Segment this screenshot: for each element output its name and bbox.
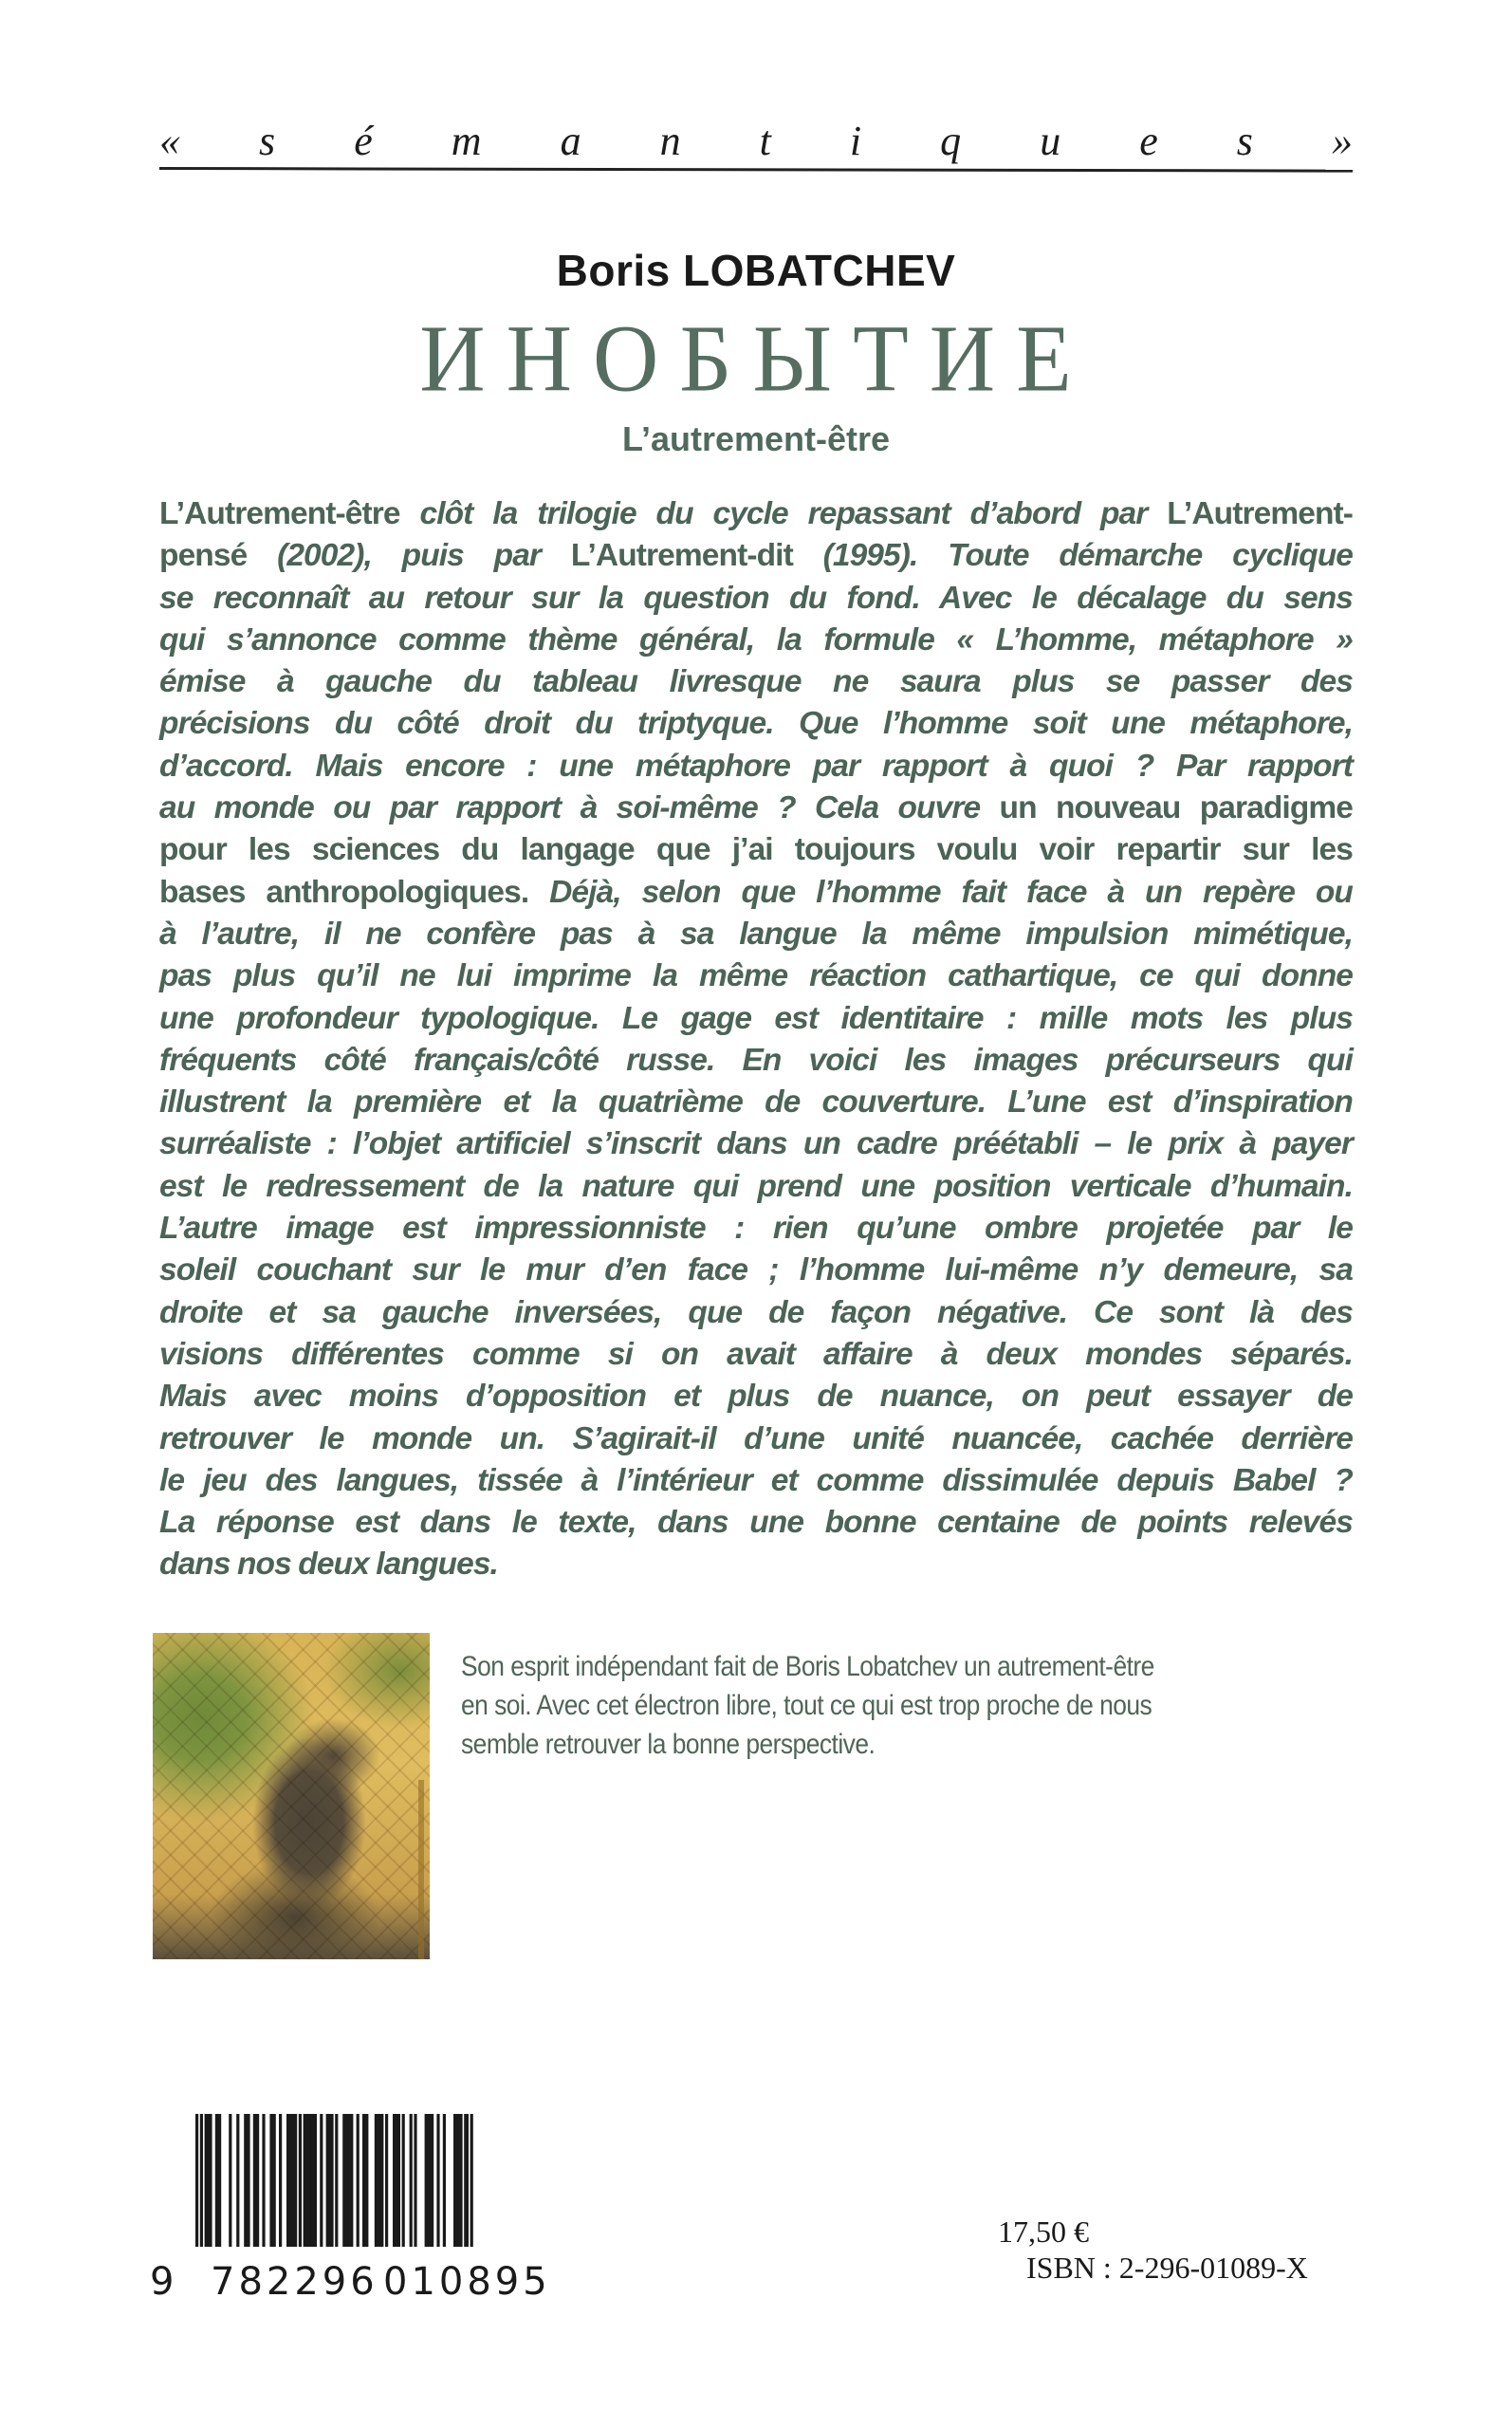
book-subtitle: L’autrement-être: [621, 419, 891, 458]
book-title-russian: ИНОБЫТИЕ: [419, 305, 1093, 412]
blurb-italic-text: Mais avec moins d’opposition et plus de nuance, on peut essayer de: [159, 1379, 1353, 1415]
blurb-line: [159, 578, 1353, 620]
blurb-italic-text: précisions du côté droit du triptyque. Que l’homme soit une métaphore,: [159, 706, 1353, 742]
blurb-italic-text: qui s’annonce comme thème général, la formule « L’homme, métaphore »: [159, 621, 1353, 658]
barcode-digit-first: 9: [150, 2260, 176, 2304]
blurb-italic-text: pas plus qu’il ne lui imprime la même réaction cathartique, ce qui donne: [159, 958, 1353, 994]
blurb-italic-text: La réponse est dans le texte, dans une bonne centaine de points relevés: [159, 1505, 1353, 1541]
blurb-italic-text: illustrent la première et la quatrième de couverture. L’une est d’inspiration: [159, 1084, 1353, 1121]
blurb-line: [159, 1460, 1353, 1502]
fence-post: [418, 1780, 424, 1959]
blurb-italic-text: le jeu des langues, tissée à l’intérieur et comme dissimulée depuis Babel ?: [159, 1462, 1353, 1498]
blurb-italic-text: (1995). Toute démarche cyclique: [822, 538, 1353, 574]
blurb-line: [159, 955, 1353, 997]
fence-texture: [153, 1633, 430, 1959]
blurb-line: [159, 493, 1353, 535]
blurb-roman-text: L’Autrement-dit: [570, 538, 823, 574]
back-cover-blurb: [159, 493, 1353, 1586]
blurb-line: [159, 703, 1353, 745]
series-header: [159, 112, 1353, 169]
blurb-italic-text: (2002), puis par: [277, 538, 571, 574]
blurb-italic-text: surréaliste : l’objet artificiel s’inscrit dans un cadre préétabli – le prix à payer: [159, 1126, 1353, 1162]
blurb-line: [159, 1082, 1353, 1123]
blurb-italic-text: se reconnaît au retour sur la question du fond. Avec le décalage du sens: [159, 580, 1353, 616]
blurb-italic-text: au monde ou par rapport à soi-même ? Cela ouvre: [159, 790, 1000, 826]
series-letter: s: [259, 117, 276, 164]
bio-line: en soi. Avec cet électron libre, tout ce qui est trop proche de nous: [461, 1690, 1152, 1721]
series-letter: t: [759, 117, 771, 164]
blurb-line: [159, 535, 1353, 577]
series-letter: »: [1331, 117, 1353, 164]
blurb-line: [159, 1376, 1353, 1418]
series-letter: q: [940, 117, 962, 164]
blurb-italic-text: visions différentes comme si on avait affaire à deux mondes séparés.: [159, 1336, 1353, 1372]
blurb-roman-text: L’Autrement-: [1167, 496, 1354, 531]
blurb-italic-text: clôt la trilogie du cycle repassant d’abord par: [419, 496, 1168, 531]
blurb-line: [159, 1040, 1353, 1082]
blurb-line: [159, 1166, 1353, 1208]
blurb-line: [159, 746, 1353, 788]
blurb-roman-text: pour les sciences du langage que j’ai toujours voulu voir repartir sur les: [159, 832, 1353, 868]
series-letter: m: [451, 117, 482, 164]
blurb-line: [159, 788, 1353, 829]
author-shadow-photo: [153, 1633, 430, 1959]
author-name: Boris LOBATCHEV: [556, 246, 956, 295]
bio-line: Son esprit indépendant fait de Boris Lobatchev un autrement-être: [461, 1651, 1154, 1682]
blurb-line: [159, 620, 1353, 661]
series-letter: u: [1040, 117, 1061, 164]
blurb-line: [159, 1418, 1353, 1460]
blurb-line: [159, 1123, 1353, 1165]
blurb-line: [159, 914, 1353, 955]
series-letter: «: [159, 117, 180, 164]
blurb-roman-text: L’Autrement-être: [159, 496, 420, 531]
barcode-digits-left: 782296: [211, 2260, 378, 2304]
blurb-italic-text: soleil couchant sur le mur d’en face ; l’homme lui-même n’y demeure, sa: [159, 1252, 1353, 1288]
blurb-roman-text: un nouveau paradigme: [999, 790, 1354, 826]
blurb-italic-text: Déjà, selon que l’homme fait face à un repère ou: [549, 874, 1353, 910]
blurb-italic-text: à l’autre, il ne confère pas à sa langue la même impulsion mimétique,: [159, 916, 1353, 952]
blurb-italic-text: droite et sa gauche inversées, que de façon négative. Ce sont là des: [159, 1294, 1353, 1330]
blurb-italic-text: une profondeur typologique. Le gage est identitaire : mille mots les plus: [159, 1000, 1353, 1036]
blurb-italic-text: d’accord. Mais encore : une métaphore par rapport à quoi ? Par rapport: [159, 748, 1353, 784]
author-bio: [461, 1647, 1355, 1764]
blurb-line: [159, 1208, 1353, 1250]
price: 17,50 €: [998, 2214, 1089, 2249]
series-letter: i: [849, 117, 862, 164]
barcode-digits-right: 010895: [383, 2260, 551, 2304]
blurb-roman-text: bases anthropologiques.: [159, 874, 550, 910]
blurb-roman-text: pensé: [159, 538, 278, 574]
blurb-line: [159, 872, 1353, 914]
blurb-italic-text: fréquents côté français/côté russe. En voici les images précurseurs qui: [159, 1042, 1353, 1078]
series-letter: e: [1139, 117, 1158, 164]
bio-line: semble retrouver la bonne perspective.: [461, 1729, 876, 1760]
blurb-line: [159, 661, 1353, 703]
isbn: ISBN : 2-296-01089-X: [1026, 2251, 1308, 2285]
blurb-line: [159, 1502, 1353, 1544]
blurb-italic-text: est le redressement de la nature qui prend une position verticale d’humain.: [159, 1168, 1353, 1204]
series-letter: s: [1236, 117, 1253, 164]
blurb-line: [159, 998, 1353, 1040]
blurb-line: [159, 829, 1353, 871]
series-letter: a: [560, 117, 581, 164]
blurb-italic-text: dans nos deux langues.: [159, 1547, 498, 1583]
blurb-italic-text: émise à gauche du tableau livresque ne saura plus se passer des: [159, 664, 1353, 700]
series-letter: n: [659, 117, 681, 164]
blurb-italic-text: retrouver le monde un. S’agirait-il d’une unité nuancée, cachée derrière: [159, 1420, 1353, 1456]
barcode-icon: [194, 2114, 554, 2247]
blurb-italic-text: L’autre image est impressionniste : rien qu’une ombre projetée par le: [159, 1211, 1353, 1247]
blurb-line: [159, 1250, 1353, 1291]
blurb-line: [159, 1292, 1353, 1334]
blurb-line: [159, 1544, 1353, 1585]
blurb-line: [159, 1334, 1353, 1376]
series-letter: é: [354, 117, 373, 164]
